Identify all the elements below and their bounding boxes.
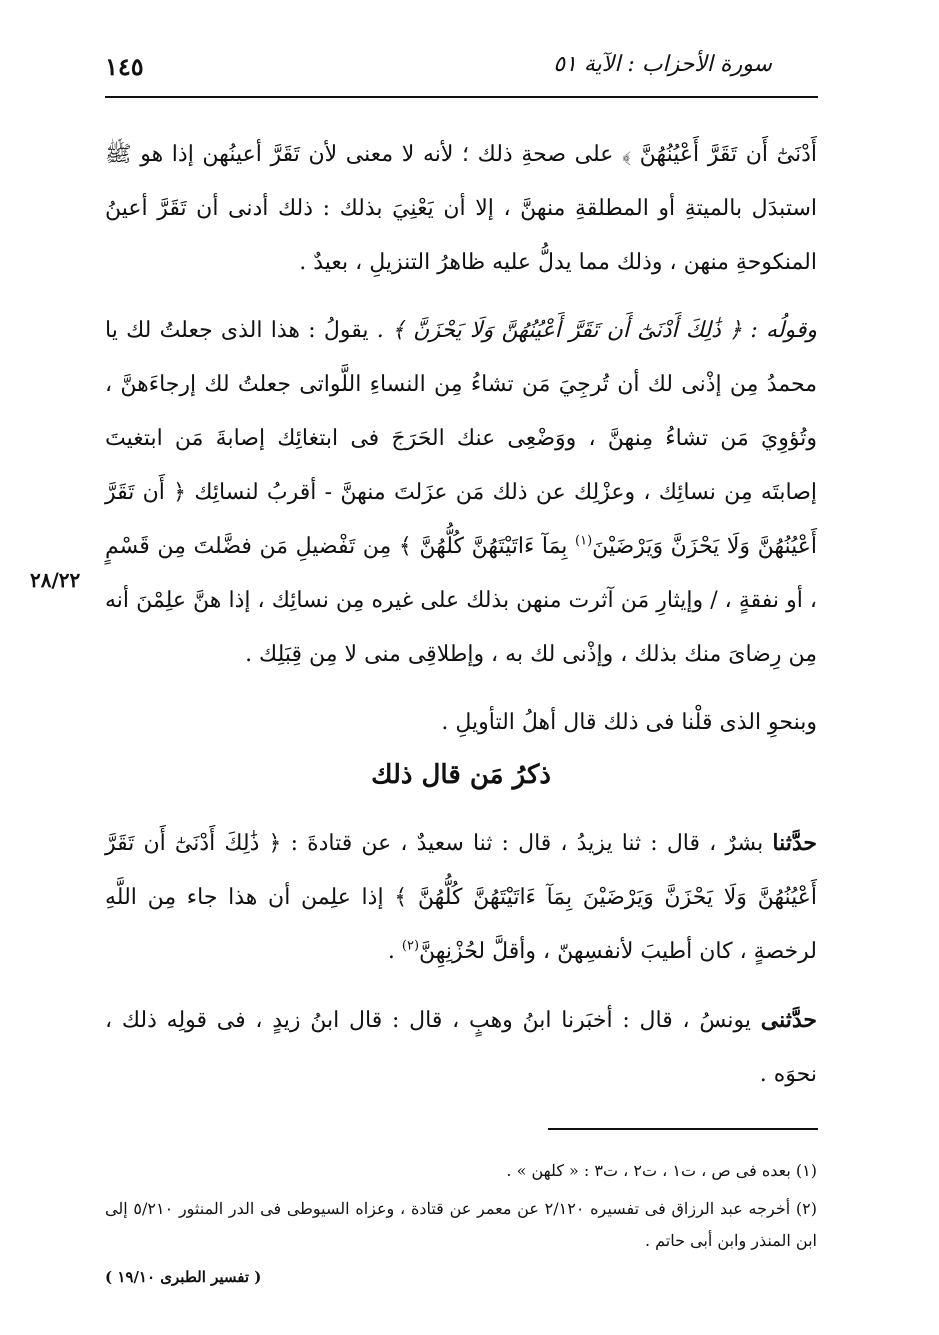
margin-reference: ٢٨/٢٢ <box>30 568 81 592</box>
quran-quote: وقولُه : ﴿ ذَٰلِكَ أَدْنَىٰٓ أَن تَقَرَّ أَعْيُنُهُنَّ وَلَا يَحْزَنَّ ﴾ . <box>376 318 817 343</box>
footnote-2: (٢) أخرجه عبد الرزاق فى تفسيره ٢/١٢٠ عن معمر عن قتادة ، وعزاه السيوطى فى الدر المنثور ٥/٢١٠ إلى ابن المنذر وابن أبى حاتم . <box>105 1199 818 1250</box>
paragraph-2-body: يقولُ : هذا الذى جعلتُ لك يا محمدُ مِن إذْنى لك أن تُرجِيَ مَن تشاءُ مِن النساءِ اللَّواتى جعلتُ لك إرجاءَهنَّ ، وتُؤوِيَ مَن تشاءُ مِنهنَّ ، ووَضْعِى عنك الحَرَجَ فى ابتغائِك إصابةَ مَن ابتغيتَ إصابتَه مِن نسائِك ، وعزْلِك عن ذلك مَن عزَلتَ منهنَّ - أقربُ لنسائِك ﴿ أَن تَقَرَّ أَعْيُنُهُنَّ وَلَا يَحْزَنَّ وَيَرْضَيْنَ <box>105 318 817 559</box>
footnote-ref-1[interactable]: (١) <box>575 533 593 549</box>
paragraph-4 <box>105 816 817 979</box>
paragraph-4-tail: . <box>387 939 402 964</box>
footnotes <box>105 1155 817 1263</box>
header-rule <box>105 96 818 98</box>
paragraph-5-body: يونسُ ، قال : أخبَرنا ابنُ وهبٍ ، قال : قال ابنُ زيدٍ ، فى قولِه ذلك ، نحوَه . <box>105 1008 817 1087</box>
narration-lead: حدَّثنا <box>772 830 817 856</box>
narration-lead: حدَّثنى <box>760 1007 817 1033</box>
footnote-1: (١) بعده فى ص ، ت١ ، ت٢ ، ت٣ : « كلهن » . <box>506 1161 817 1180</box>
page-header <box>105 52 817 92</box>
running-title: سورة الأحزاب : الآية ٥١ <box>553 52 772 77</box>
footnote-rule <box>548 1128 818 1130</box>
paragraph-1: أَدْنَىٰٓ أَن تَقَرَّ أَعْيُنُهُنَّ ﴾ على صحةِ ذلك ؛ لأنه لا معنى لأن تَقَرَّ أعينُهن إذا هو ﷺ استبدَل بالميتةِ أو المطلقةِ منهنَّ ، إلا أن يَعْنِيَ بذلك : ذلك أدنى أن تَقَرَّ أعينُ المنكوحةِ منهن ، وذلك مما يدلُّ عليه ظاهرُ التنزيلِ ، بعيدٌ . <box>105 142 817 275</box>
main-text-block <box>105 128 817 750</box>
paragraph-2 <box>105 304 817 682</box>
paragraph-5 <box>105 993 817 1102</box>
footnote-ref-2[interactable]: (٢) <box>401 938 420 954</box>
narrations-block <box>105 816 817 1102</box>
signature-line: ( تفسير الطبرى ١٩/١٠ ) <box>105 1268 262 1286</box>
section-heading: ذكرُ مَن قال ذلك <box>371 760 551 790</box>
paragraph-3: وبنحوِ الذى قلْنا فى ذلك قال أهلُ التأويلِ . <box>441 710 817 735</box>
paragraph-2-tail: بِمَآ ءَاتَيْتَهُنَّ كُلُّهُنَّ ﴾ مِن تَفْضيلِ مَن فضَّلتَ مِن قَسْمٍ ، أو نفقةٍ ، / وإيثارِ مَن آثرت منهن بذلك على غيره مِن نسائِك ، إذا هنَّ علِمْنَ أنه مِن رِضاىَ منك بذلك ، وإذْنى لك به ، وإطلاقِى منى لا مِن قِبَلِك . <box>105 534 817 667</box>
page-number: ١٤٥ <box>105 52 144 81</box>
paragraph-4-body: بشرٌ ، قال : ثنا يزيدُ ، قال : ثنا سعيدٌ ، عن قتادةَ : ﴿ ذَٰلِكَ أَدْنَىٰٓ أَن تَقَرَّ أَعْيُنُهُنَّ وَلَا يَحْزَنَّ وَيَرْضَيْنَ بِمَآ ءَاتَيْتَهُنَّ كُلُّهُنَّ ﴾ إذا علِمن أن هذا جاء مِن اللَّهِ لرخصةٍ ، كان أطيبَ لأنفسِهنّ ، وأقلَّ لحُزْنِهِنَّ <box>105 831 817 964</box>
